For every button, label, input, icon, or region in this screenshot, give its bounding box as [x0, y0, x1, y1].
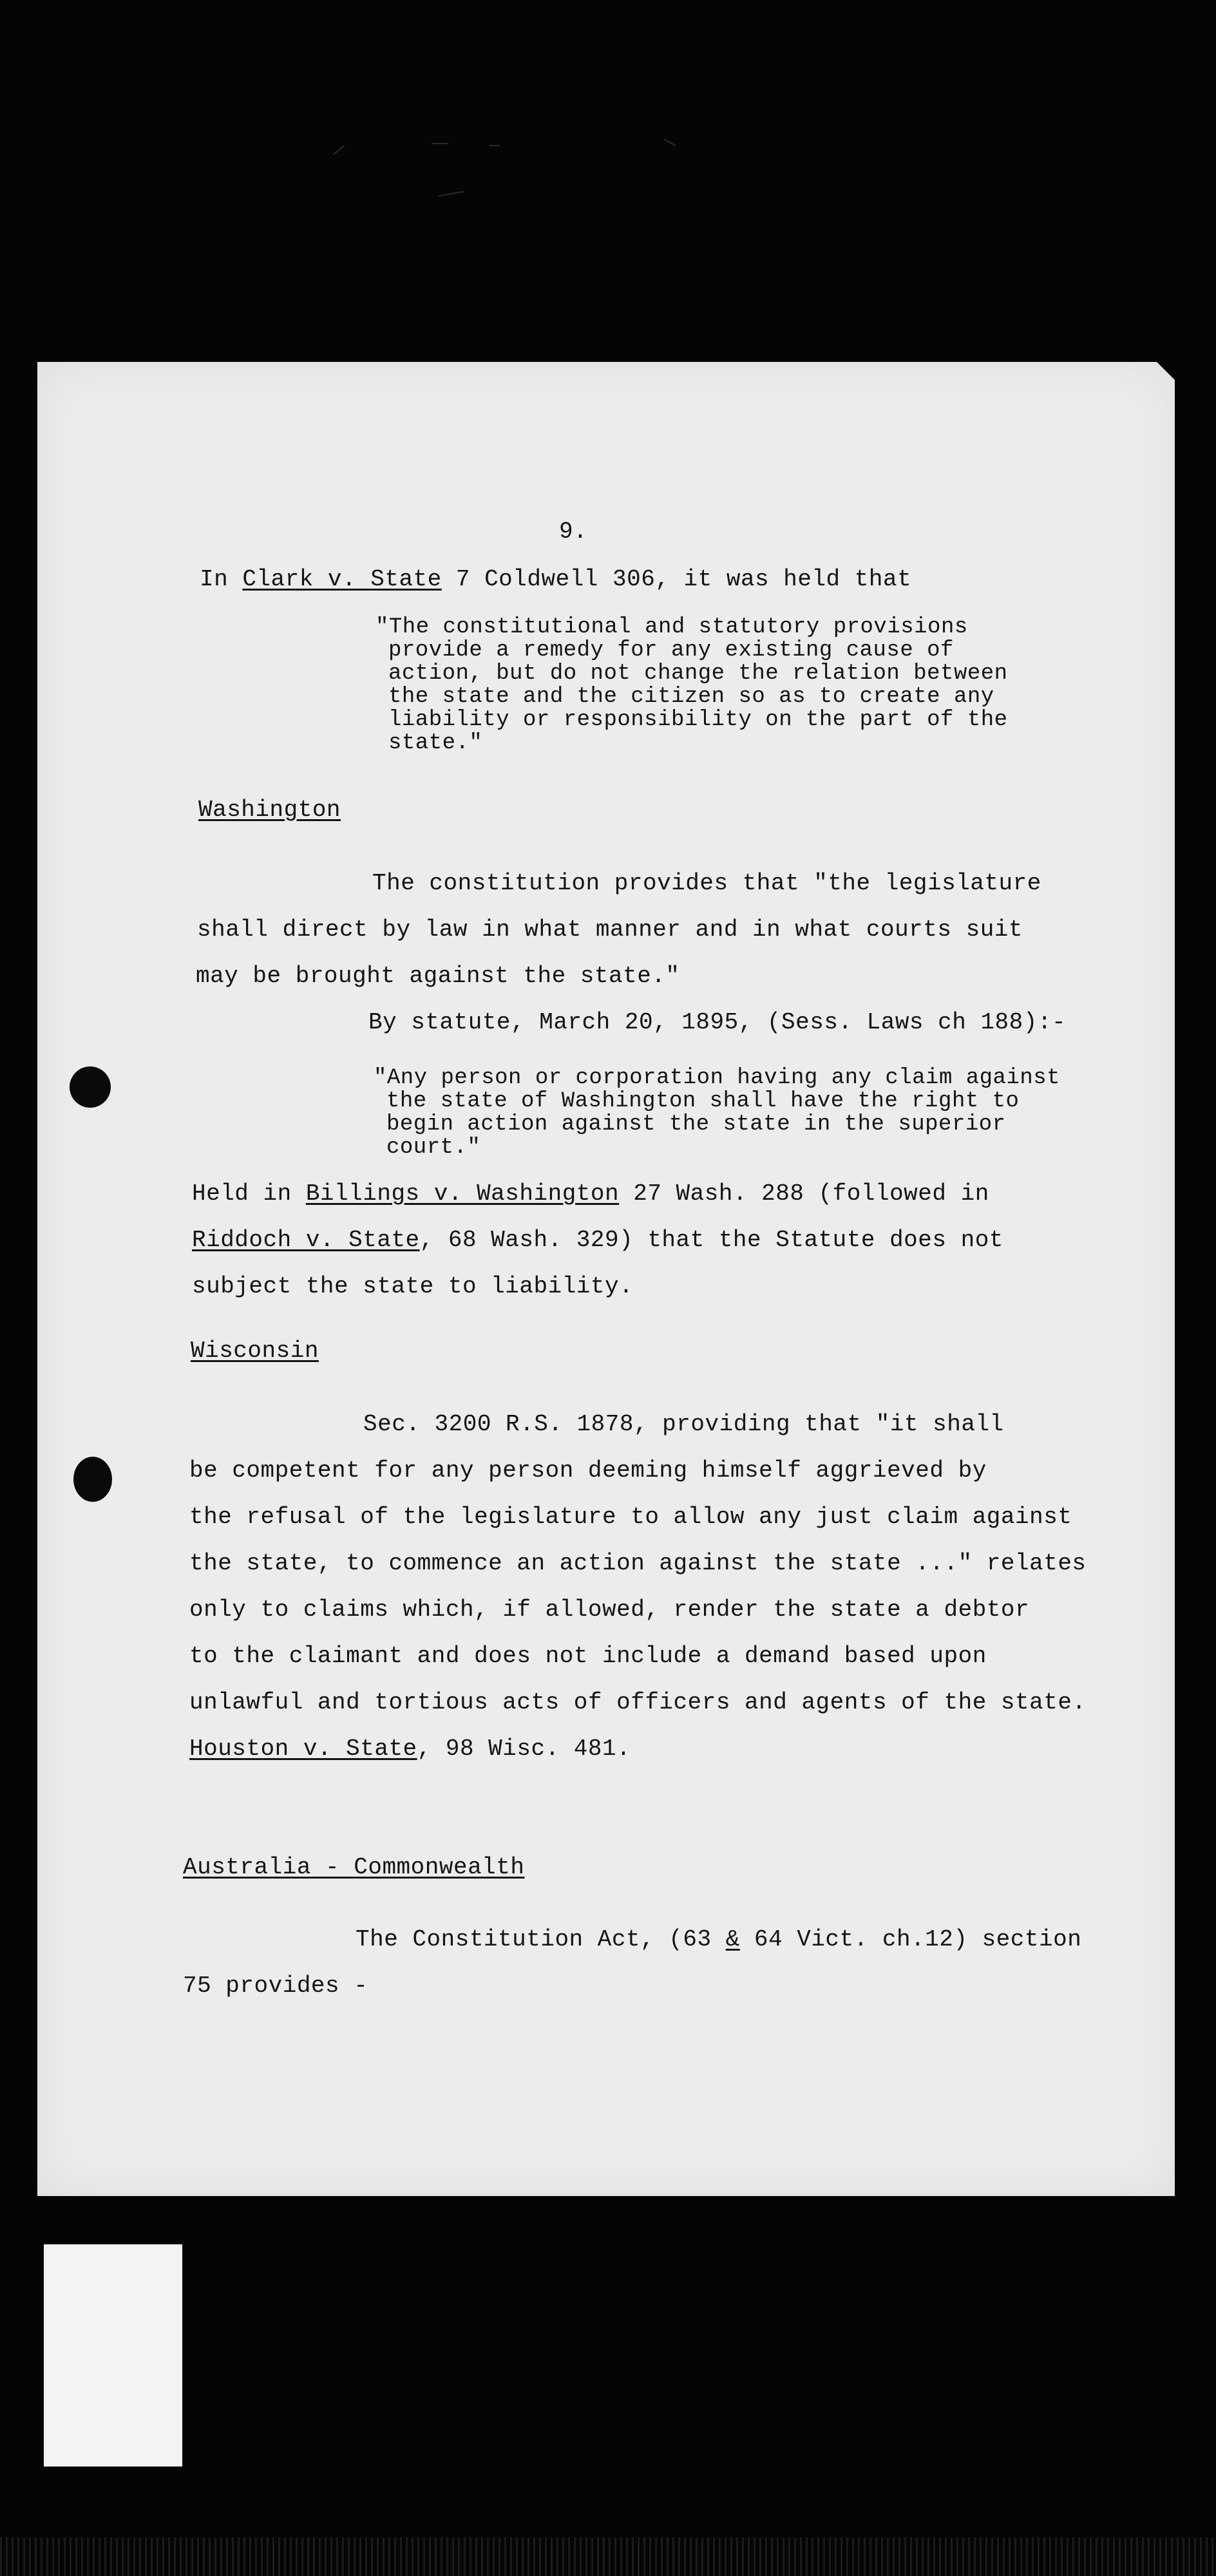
text-segment: "The constitutional and statutory provisions [375, 615, 968, 639]
quote-line [374, 1066, 1060, 1090]
punch-hole-lower [73, 1457, 112, 1502]
quote-line [386, 1113, 1006, 1136]
section-heading-washington [198, 797, 341, 823]
text-segment: the state and the citizen so as to create any [388, 685, 994, 709]
text-segment: By statute, March 20, 1895, (Sess. Laws ch 188):- [368, 1009, 1067, 1036]
paragraph-line [183, 1973, 368, 1999]
quote-line [388, 708, 1008, 732]
underlined-citation: Clark v. State [242, 566, 442, 592]
film-speck [489, 145, 500, 146]
text-segment: the refusal of the legislature to allow any just claim against [189, 1504, 1072, 1530]
paragraph-line [192, 1181, 989, 1207]
text-segment: liability or responsibility on the part of the [388, 708, 1008, 732]
paragraph-line [189, 1736, 631, 1762]
text-segment: shall direct by law in what manner and in what courts suit [197, 916, 1023, 943]
text-segment: may be brought against the state." [196, 963, 680, 989]
paragraph-line [197, 917, 1023, 943]
text-segment: 75 provides - [183, 1973, 368, 1999]
paragraph-line [192, 1274, 633, 1300]
film-speck [333, 145, 345, 155]
paragraph-line [189, 1551, 1087, 1577]
film-label-card [44, 2244, 182, 2467]
paragraph-line [189, 1643, 987, 1669]
quote-line [386, 1136, 480, 1159]
underlined-citation: Wisconsin [191, 1338, 319, 1364]
text-segment: action, but do not change the relation between [388, 661, 1008, 686]
paragraph-line [372, 871, 1041, 896]
text-segment: Held in [192, 1180, 306, 1207]
page-corner [1157, 362, 1175, 380]
underlined-citation: Billings v. Washington [305, 1180, 620, 1207]
text-segment: 27 Wash. 288 (followed in [619, 1180, 989, 1207]
text-segment: 64 Vict. ch.12) section [739, 1926, 1082, 1953]
film-speck [664, 138, 676, 146]
underlined-citation: Australia - Commonwealth [183, 1854, 525, 1880]
quote-line [388, 639, 954, 662]
text-segment: the state, to commence an action against the state ..." relates [189, 1550, 1087, 1577]
text-segment: , 98 Wisc. 481. [417, 1736, 631, 1762]
text-segment: In [200, 566, 243, 592]
text-segment: be competent for any person deeming himself aggrieved by [189, 1457, 987, 1484]
quote-line [375, 616, 968, 639]
paragraph-line [189, 1690, 1087, 1716]
text-segment: Sec. 3200 R.S. 1878, providing that "it shall [363, 1411, 1004, 1437]
section-heading-australia [183, 1855, 524, 1880]
paragraph-line [189, 1504, 1072, 1530]
underlined-citation: Houston v. State [189, 1736, 417, 1762]
section-heading-wisconsin [191, 1338, 319, 1364]
underlined-citation: Washington [198, 797, 341, 823]
text-segment: the state of Washington shall have the right to [386, 1089, 1020, 1113]
quote-line [388, 732, 482, 755]
paragraph-line [363, 1412, 1004, 1437]
quote-line [388, 685, 994, 708]
text-segment: "Any person or corporation having any claim against [374, 1066, 1061, 1090]
text-segment: The constitution provides that "the legislature [372, 870, 1041, 896]
paragraph-line [368, 1010, 1066, 1036]
text-segment: 7 Coldwell 306, it was held that [441, 566, 912, 592]
microfilm-border-top [0, 0, 1216, 361]
document-page [37, 362, 1175, 2196]
text-segment: state." [388, 731, 483, 755]
paragraph-line [192, 1227, 1003, 1253]
text-segment: unlawful and tortious acts of officers and agents of the state. [189, 1689, 1087, 1716]
underlined-citation: Riddoch v. State [192, 1227, 420, 1253]
text-segment: provide a remedy for any existing cause of [388, 638, 954, 663]
paragraph-line [189, 1458, 987, 1484]
punch-hole-upper [70, 1066, 111, 1108]
film-edge-strip [0, 2537, 1216, 2576]
text-segment: The Constitution Act, (63 [356, 1926, 726, 1953]
quote-line [388, 662, 1008, 685]
film-speck [432, 143, 448, 144]
text-line-clark [200, 567, 911, 592]
text-segment: only to claims which, if allowed, render the state a debtor [189, 1596, 1030, 1623]
text-segment: to the claimant and does not include a demand based upon [189, 1643, 987, 1669]
film-speck [438, 191, 464, 197]
text-segment: begin action against the state in the superior [386, 1112, 1006, 1137]
text-segment: , 68 Wash. 329) that the Statute does not [419, 1227, 1003, 1253]
text-segment: court." [386, 1135, 481, 1160]
quote-line [386, 1090, 1019, 1113]
paragraph-line [189, 1597, 1029, 1623]
text-segment: subject the state to liability. [192, 1273, 634, 1300]
page-number: 9. [559, 518, 588, 545]
paragraph-line [356, 1927, 1081, 1953]
paragraph-line [196, 963, 680, 989]
underlined-citation: & [725, 1926, 740, 1953]
